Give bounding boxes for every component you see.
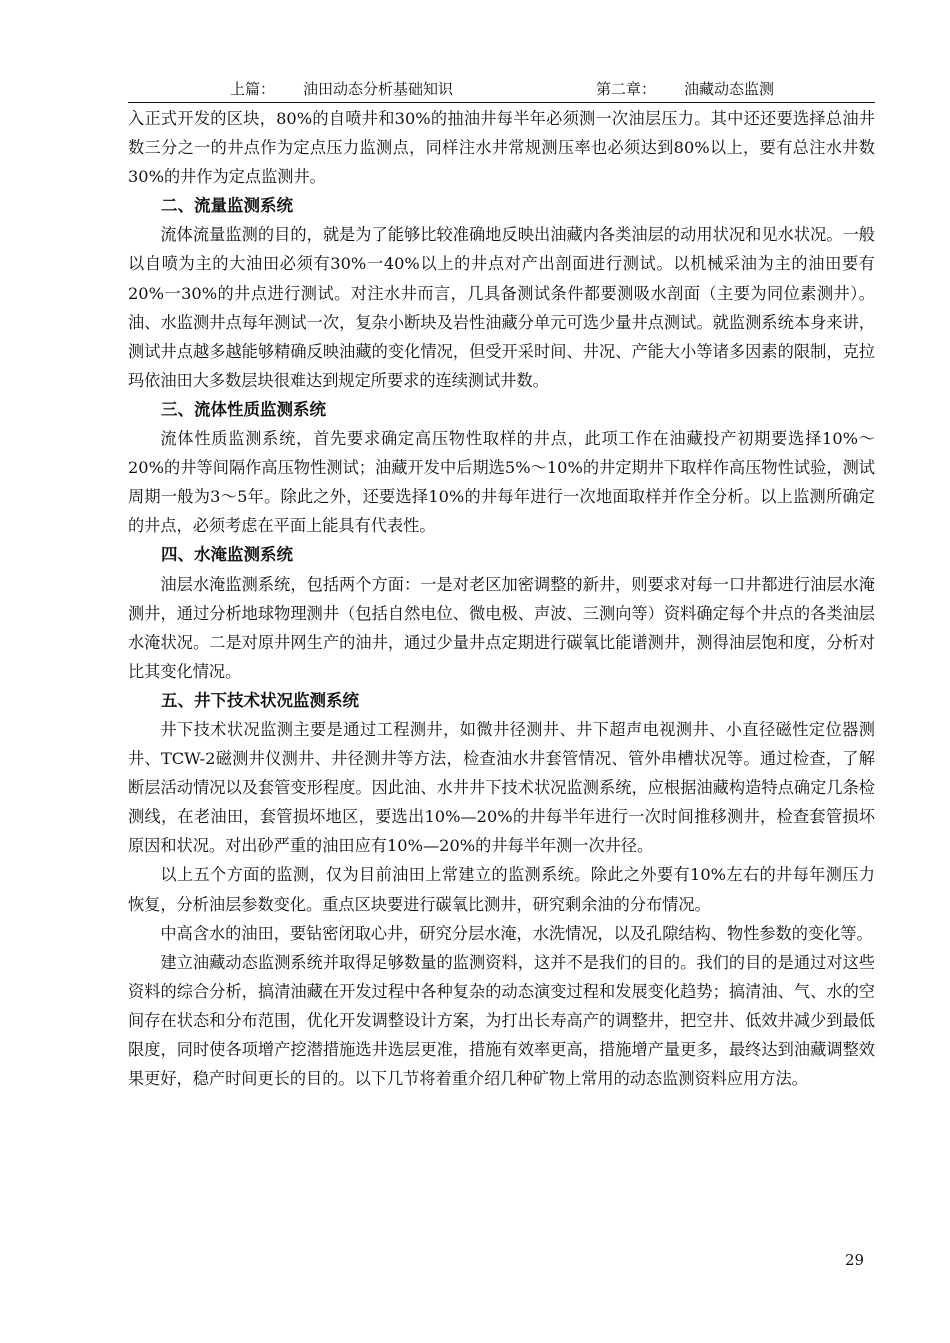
- page-body: [128, 104, 875, 1093]
- section-heading-flow: 二、流量监测系统: [161, 196, 293, 216]
- section-paragraph-fluid-properties: 流体性质监测系统，首先要求确定高压物性取样的井点，此项工作在油藏投产初期要选择10%～20%的井等间隔作高压物性测试；油藏开发中后期选5%～10%的井定期井下取样作高压物性试验，测试周期一般为3～5年。除此之外，还要选择10%的井每年进行一次地面取样并作全分析。以上监测所确定的井点，必须考虑在平面上能具有代表性。: [128, 429, 875, 536]
- section-heading-fluid-properties: 三、流体性质监测系统: [161, 399, 326, 419]
- header-chapter-title: 油藏动态监测: [684, 80, 775, 98]
- section-heading-water-flooding: 四、水淹监测系统: [161, 545, 293, 565]
- section-paragraph-flow: 流体流量监测的目的，就是为了能够比较准确地反映出油藏内各类油层的动用状况和见水状况。一般以自喷为主的大油田必须有30%一40%以上的井点对产出剖面进行测试。以机械采油为主的油田要有20%一30%的井点进行测试。对注水井而言，几具备测试条件都要测吸水剖面（主要为同位素测井）。油、水监测井点每年测试一次，复杂小断块及岩性油藏分单元可选少量井点测试。就监测系统本身来讲，测试井点越多越能够精确反映油藏的变化情况，但受开采时间、井况、产能大小等诸多因素的限制，克拉玛依油田大多数层块很难达到规定所要求的连续测试井数。: [128, 225, 875, 390]
- header-chapter: [596, 78, 774, 100]
- section-paragraph-water-flooding: 油层水淹监测系统，包括两个方面：一是对老区加密调整的新井，则要求对每一口井都进行油层水淹测井，通过分析地球物理测井（包括自然电位、微电极、声波、三测向等）资料确定每个井点的各类油层水淹状况。二是对原井网生产的油井，通过少量井点定期进行碳氧比能谱测井，测得油层饱和度，分析对比其变化情况。: [128, 574, 875, 681]
- section-heading-downhole: 五、井下技术状况监测系统: [161, 690, 359, 710]
- closing-paragraph-3: 建立油藏动态监测系统并取得足够数量的监测资料，这并不是我们的目的。我们的目的是通过对这些资料的综合分析，搞清油藏在开发过程中各种复杂的动态演变过程和发展变化趋势；搞清油、气、水的空间存在状态和分布范围，优化开发调整设计方案，为打出长寿高产的调整井，把空井、低效井减少到最低限度，同时使各项增产挖潜措施选井选层更准，措施有效率更高，措施增产量更多，最终达到油藏调整效果更好，稳产时间更长的目的。以下几节将着重介绍几种矿物上常用的动态监测资料应用方法。: [128, 952, 875, 1089]
- header-chapter-label: 第二章：: [596, 80, 657, 98]
- page-number: 29: [845, 1251, 865, 1269]
- header-part: [230, 78, 453, 100]
- page-header: [128, 78, 875, 103]
- closing-paragraph-1: 以上五个方面的监测，仅为目前油田上常建立的监测系统。除此之外要有10%左右的井每年测压力恢复，分析油层参数变化。重点区块要进行碳氧比测井，研究剩余油的分布情况。: [128, 865, 875, 914]
- intro-paragraph: 入正式开发的区块，80%的自喷井和30%的抽油井每半年必须测一次油层压力。其中还还要选择总油井数三分之一的井点作为定点压力监测点，同样注水井常规测压率也必须达到80%以上，要有总注水井数30%的井作为定点监测井。: [128, 109, 875, 187]
- header-part-label: 上篇：: [230, 80, 276, 98]
- section-paragraph-downhole: 井下技术状况监测主要是通过工程测井，如微井径测井、井下超声电视测井、小直径磁性定位器测井、TCW-2磁测井仪测井、井径测井等方法，检查油水井套管情况、管外串槽状况等。通过检查，了解断层活动情况以及套管变形程度。因此油、水井井下技术状况监测系统，应根据油藏构造特点确定几条检测线，在老油田，套管损坏地区，要选出10%—20%的井每半年进行一次时间推移测井，检查套管损坏原因和状况。对出砂严重的油田应有10%—20%的井每半年测一次井径。: [128, 719, 875, 856]
- closing-paragraph-2: 中高含水的油田，要钻密闭取心井，研究分层水淹，水洗情况，以及孔隙结构、物性参数的变化等。: [160, 923, 873, 943]
- header-part-title: 油田动态分析基础知识: [303, 80, 454, 98]
